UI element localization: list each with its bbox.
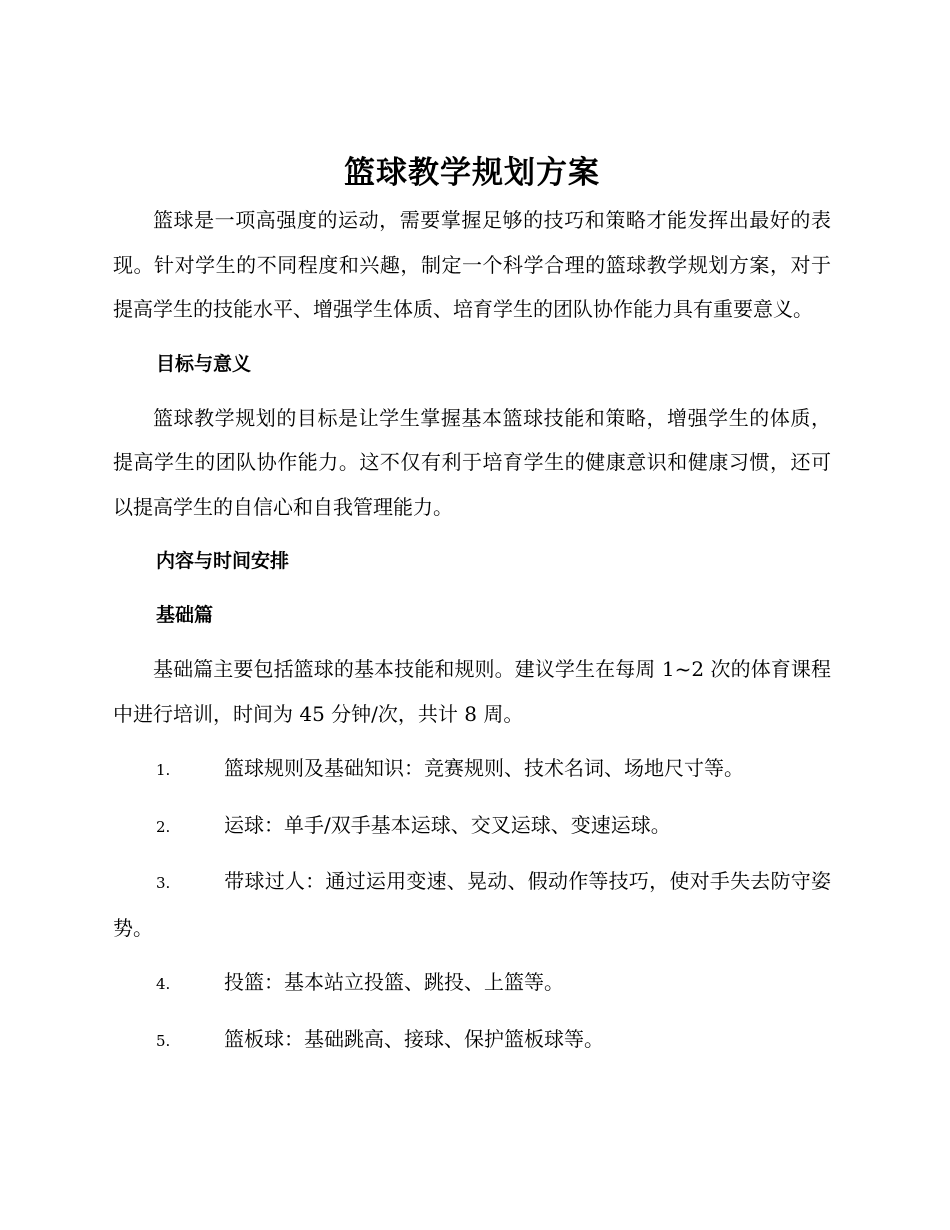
list-item <box>113 1017 831 1064</box>
list-item <box>113 746 831 793</box>
goals-paragraph: 篮球教学规划的目标是让学生掌握基本篮球技能和策略，增强学生的体质，提高学生的团队协作能力。这不仅有利于培育学生的健康意识和健康习惯，还可以提高学生的自信心和自我管理能力。 <box>113 405 831 519</box>
list-item <box>113 803 831 850</box>
list-item-number: 1. <box>156 761 171 779</box>
list-item-text: 篮球规则及基础知识：竞赛规则、技术名词、场地尺寸等。 <box>224 756 744 780</box>
list-item-number: 4. <box>156 975 171 993</box>
spacer <box>113 849 831 859</box>
spacer <box>113 386 831 396</box>
list-item <box>113 960 831 1007</box>
spacer <box>113 332 831 342</box>
spacer <box>113 529 831 539</box>
list-item-text: 运球：单手/双手基本运球、交叉运球、变速运球。 <box>224 812 671 837</box>
spacer <box>113 1007 831 1017</box>
list-item-number: 3. <box>156 874 171 892</box>
section-heading-basics: 基础篇 <box>156 604 214 626</box>
basics-paragraph: 基础篇主要包括篮球的基本技能和规则。建议学生在每周 1~2 次的体育课程中进行培训，时间为 45 分钟/次，共计 8 周。 <box>113 657 831 726</box>
list-item-number: 5. <box>156 1031 171 1050</box>
document-title: 篮球教学规划方案 <box>344 155 600 191</box>
intro-paragraph: 篮球是一项高强度的运动，需要掌握足够的技巧和策略才能发挥出最好的表现。针对学生的不同程度和兴趣，制定一个科学合理的篮球教学规划方案，对于提高学生的技能水平、增强学生体质、培育学生的团队协作能力具有重要意义。 <box>113 208 831 321</box>
spacer <box>113 793 831 803</box>
list-item <box>113 859 831 950</box>
spacer <box>113 950 831 960</box>
spacer <box>113 637 831 647</box>
document-page <box>113 148 831 1063</box>
list-item-text: 投篮：基本站立投篮、跳投、上篮等。 <box>224 970 564 994</box>
list-item-number: 2. <box>156 817 171 836</box>
list-item-text: 篮板球：基础跳高、接球、保护篮板球等。 <box>224 1026 604 1051</box>
basics-list <box>113 746 831 1063</box>
list-item-text: 带球过人：通过运用变速、晃动、假动作等技巧，使对手失去防守姿势。 <box>113 869 831 940</box>
spacer <box>113 583 831 593</box>
section-heading-content: 内容与时间安排 <box>156 550 290 572</box>
spacer <box>113 736 831 746</box>
section-heading-goals: 目标与意义 <box>156 352 252 375</box>
